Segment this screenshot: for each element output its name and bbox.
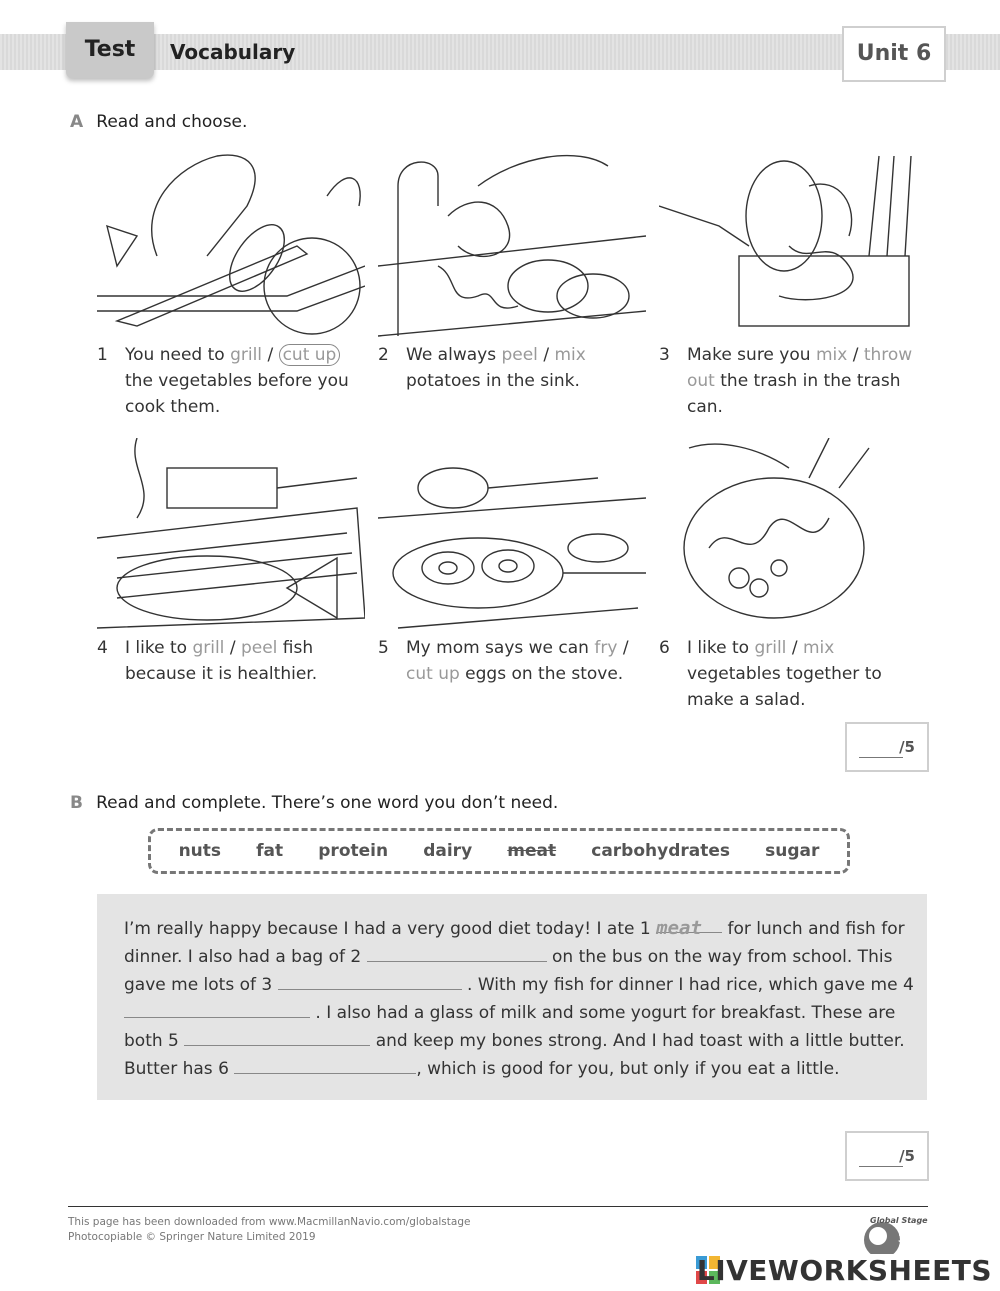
item-number: 4 (97, 638, 108, 658)
unit-label: Unit 6 (842, 26, 946, 82)
brand-name: LIVEWORKSHEETS (696, 1254, 992, 1287)
item-text: Make sure you (687, 345, 811, 365)
test-tab: Test (66, 22, 154, 78)
badge-label: Global Stage (870, 1216, 928, 1225)
text-segment: on the bus on the way from school. This gave me lots of (124, 947, 893, 995)
option-1[interactable]: grill (192, 638, 225, 658)
word-bank-item: sugar (765, 841, 820, 861)
separator: / (543, 345, 550, 365)
text-segment: . With my fish for dinner I had rice, which gave me (467, 975, 898, 995)
picture-grilling-fish (97, 438, 365, 632)
item-2 (378, 342, 646, 394)
picture-mixing-salad (659, 438, 927, 632)
item-text: We always (406, 345, 497, 365)
score-blank[interactable] (859, 757, 903, 758)
answer-field-3[interactable] (278, 971, 462, 990)
item-text: My mom says we can (406, 638, 589, 658)
item-text: I like to (687, 638, 750, 658)
item-text: eggs on the stove. (465, 664, 624, 684)
answer-field-5[interactable] (184, 1027, 370, 1046)
score-blank[interactable] (859, 1166, 903, 1167)
option-1[interactable]: mix (815, 345, 848, 365)
score-total: /5 (899, 738, 915, 756)
item-1 (97, 342, 365, 420)
text-segment: and keep my bones strong. And I had toast with a little butter. Butter has (124, 1031, 905, 1079)
item-6 (659, 635, 927, 713)
separator: / (267, 345, 274, 365)
picture-cutting-vegetables (97, 146, 365, 340)
item-text: You need to (125, 345, 225, 365)
item-number: 2 (378, 345, 389, 365)
reading-text (124, 914, 914, 1083)
score-total: /5 (899, 1147, 915, 1165)
picture-frying-eggs (378, 438, 646, 632)
text-segment: for lunch and fish for dinner. I also had a bag of (124, 919, 905, 967)
footer-copyright: Photocopiable © Springer Nature Limited 2019 (68, 1231, 316, 1243)
option-2-selected[interactable]: cut up (279, 344, 341, 366)
item-number: 1 (97, 345, 108, 365)
footer-source: This page has been downloaded from www.MacmillanNavio.com/globalstage (68, 1216, 471, 1228)
option-2[interactable]: cut up (406, 664, 460, 684)
option-2[interactable]: throw out (687, 345, 913, 391)
item-text: I like to (125, 638, 188, 658)
item-text: the vegetables before you cook them. (125, 371, 349, 417)
item-text: the trash in the trash can. (687, 371, 901, 417)
answer-field-4[interactable] (124, 999, 310, 1018)
option-1[interactable]: fry (594, 638, 618, 658)
blank-number: 6 (218, 1059, 229, 1079)
blank-number: 4 (902, 975, 914, 995)
item-number: 3 (659, 345, 670, 365)
score-box-b (845, 1131, 929, 1181)
word-bank-item-used: meat (507, 841, 557, 861)
item-3 (659, 342, 927, 420)
separator: / (229, 638, 236, 658)
answer-field-6[interactable] (234, 1055, 416, 1074)
item-text: fish because it is healthier. (125, 638, 318, 684)
picture-throwing-out-trash (659, 146, 927, 340)
option-2[interactable]: peel (240, 638, 278, 658)
answer-field-1[interactable]: meat (656, 914, 722, 933)
option-2[interactable]: mix (554, 345, 586, 365)
item-text: potatoes in the sink. (406, 371, 580, 391)
word-bank-item: dairy (423, 841, 473, 861)
section-a-heading (70, 112, 247, 132)
separator: / (791, 638, 798, 658)
separator: / (622, 638, 629, 658)
badge-number: 3 (898, 1232, 906, 1245)
page-title: Vocabulary (170, 40, 296, 64)
section-b-heading (70, 793, 558, 813)
global-stage-badge (856, 1214, 930, 1254)
option-1[interactable]: grill (230, 345, 263, 365)
word-bank-item: nuts (178, 841, 222, 861)
option-1[interactable]: grill (754, 638, 787, 658)
item-text: vegetables together to make a salad. (687, 664, 882, 710)
word-bank (148, 828, 850, 874)
word-bank-item: protein (318, 841, 389, 861)
score-box-a (845, 722, 929, 772)
text-segment: , which is good for you, but only if you eat a little. (416, 1059, 840, 1079)
section-b-letter: B (70, 793, 83, 813)
option-2[interactable]: mix (802, 638, 835, 658)
item-number: 5 (378, 638, 389, 658)
section-a-title: Read and choose. (96, 112, 248, 132)
answer-field-2[interactable] (367, 943, 547, 962)
text-segment: I’m really happy because I had a very good diet today! I ate (124, 919, 635, 939)
word-bank-item: carbohydrates (591, 841, 731, 861)
picture-peeling-potatoes (378, 146, 646, 340)
blank-number: 1 (639, 919, 651, 939)
section-b-title: Read and complete. There’s one word you don’t need. (96, 793, 559, 813)
item-5 (378, 635, 646, 687)
blank-number: 5 (168, 1031, 179, 1051)
option-1[interactable]: peel (501, 345, 538, 365)
word-bank-item: fat (256, 841, 284, 861)
blank-number: 2 (350, 947, 362, 967)
text-segment: . I also had a glass of milk and some yogurt for breakfast. These are both (124, 1003, 896, 1051)
separator: / (852, 345, 859, 365)
item-number: 6 (659, 638, 670, 658)
reading-text-box (97, 894, 927, 1100)
blank-number: 3 (261, 975, 273, 995)
footer-divider (68, 1206, 928, 1207)
item-4 (97, 635, 365, 687)
section-a-letter: A (70, 112, 84, 132)
